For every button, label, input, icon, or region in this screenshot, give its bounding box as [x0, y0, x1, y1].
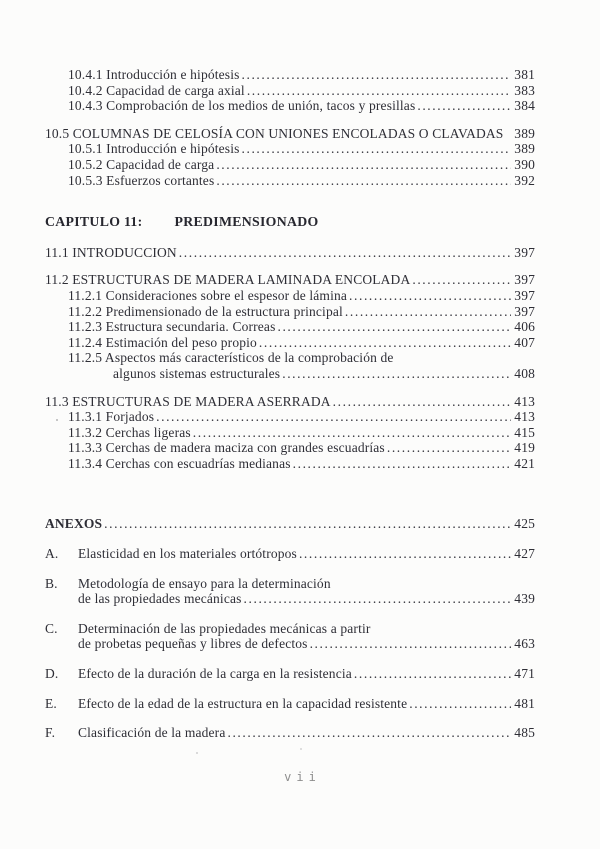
- toc-entry-page: 481: [514, 695, 535, 711]
- toc-entry: [78, 576, 535, 592]
- toc-entry: [45, 335, 535, 351]
- toc-entry-page: 413: [514, 409, 535, 425]
- dot-leader: [216, 173, 511, 189]
- annex-letter: A.: [45, 546, 59, 562]
- dot-leader: [299, 546, 511, 562]
- dot-leader: [310, 636, 512, 652]
- toc-entry-page: 407: [514, 334, 535, 350]
- toc-entry-title: 10.4.1 Introducción e hipótesis: [68, 67, 240, 82]
- annex-entry: [45, 725, 535, 741]
- dot-leader: [193, 425, 512, 441]
- toc-entry-title: 10.4.3 Comprobación de los medios de unión, tacos y presillas: [68, 98, 416, 114]
- toc-entry-title: Efecto de la edad de la estructura en la capacidad resistente: [78, 695, 408, 711]
- toc-entry-title: de probetas pequeñas y libres de defectos: [78, 636, 308, 652]
- page-number-folio: vii: [284, 770, 321, 784]
- dot-leader: [247, 83, 511, 99]
- toc-entry-page: 397: [514, 244, 535, 260]
- toc-entry-page: 389: [514, 141, 535, 157]
- annex-entry-lines: [78, 621, 535, 652]
- scan-speck: [300, 748, 302, 750]
- toc-entry-title: Determinación de las propiedades mecánicas a partir: [78, 620, 371, 636]
- toc-entry: [45, 272, 535, 288]
- annex-entry-lines: [78, 666, 535, 682]
- annex-letter: C.: [45, 620, 58, 636]
- toc-entry-page: 397: [514, 287, 535, 303]
- dot-leader: [244, 591, 512, 607]
- annex-entry: [45, 546, 535, 562]
- toc-entry-title: Efecto de la duración de la carga en la resistencia: [78, 666, 352, 682]
- toc-entry-title: Elasticidad en los materiales ortótropos: [78, 546, 297, 562]
- toc-entry-title: 11.2.3 Estructura secundaria. Correas: [68, 319, 276, 335]
- toc-entry-title: 11.3 ESTRUCTURAS DE MADERA ASERRADA: [45, 393, 331, 409]
- dot-leader: [349, 288, 511, 304]
- toc-entry: [45, 141, 535, 157]
- toc-entry: [45, 394, 535, 410]
- toc-group: [45, 245, 535, 261]
- toc-entry-title: de las propiedades mecánicas: [78, 591, 242, 607]
- toc-entry-title: 10.5.3 Esfuerzos cortantes: [68, 172, 215, 188]
- toc-entry-title: 11.3.4 Cerchas con escuadrías medianas: [68, 455, 291, 471]
- toc-entry-title: Clasificación de la madera: [78, 725, 226, 741]
- toc-entry: [45, 366, 535, 382]
- toc-entry-title: 11.2.5 Aspectos más característicos de la comprobación de: [68, 350, 394, 366]
- toc-entry-title: 11.3.1 Forjados: [68, 409, 155, 425]
- toc-entry-page: 427: [514, 546, 535, 562]
- dot-leader: [354, 666, 511, 682]
- toc-entry: [78, 621, 535, 637]
- annex-list: [45, 546, 535, 741]
- toc-entry-title: Metodología de ensayo para la determinación: [78, 575, 331, 591]
- toc-group: [45, 394, 535, 472]
- toc-entry: [78, 591, 535, 607]
- annex-entry: [45, 576, 535, 607]
- dot-leader: [293, 456, 512, 472]
- toc-entry-title: 10.5.2 Capacidad de carga: [68, 156, 215, 172]
- annex-letter: D.: [45, 666, 59, 682]
- toc-entry-page: 381: [514, 67, 535, 82]
- toc-entry: [45, 288, 535, 304]
- annex-entry: [45, 696, 535, 712]
- toc-entry-title: 10.4.2 Capacidad de carga axial: [68, 82, 245, 98]
- toc-entry-page: 408: [514, 365, 535, 381]
- toc-entry-title: 11.1 INTRODUCCION: [45, 244, 177, 260]
- toc-entry-page: 383: [514, 82, 535, 98]
- dot-leader: [242, 67, 512, 83]
- toc-entry: [45, 516, 535, 532]
- toc-entry: [45, 350, 535, 366]
- toc-entry-title: 11.2.4 Estimación del peso propio: [68, 334, 257, 350]
- toc-entry-page: 389: [514, 125, 535, 141]
- annex-entry: [45, 621, 535, 652]
- toc-entry: [78, 546, 535, 562]
- toc-entry: [45, 98, 535, 114]
- toc-entry: [78, 666, 535, 682]
- toc-entry-page: 415: [514, 424, 535, 440]
- toc-entry-title: 10.5 COLUMNAS DE CELOSÍA CON UNIONES ENCOLADAS O CLAVADAS: [45, 125, 504, 141]
- toc-entry: [78, 696, 535, 712]
- toc-group: [45, 67, 535, 114]
- dot-leader: [227, 725, 511, 741]
- toc-entry-page: 384: [514, 98, 535, 114]
- toc-group: [45, 126, 535, 188]
- dot-leader: [242, 141, 512, 157]
- toc-entry-title: 11.2.1 Consideraciones sobre el espesor de lámina: [68, 287, 348, 303]
- dot-leader: [259, 335, 511, 351]
- dot-leader: [104, 516, 511, 532]
- toc-entry-page: 397: [514, 303, 535, 319]
- dot-leader: [417, 98, 511, 114]
- toc-entry: [45, 425, 535, 441]
- toc-entry-title: 10.5.1 Introducción e hipótesis: [68, 141, 240, 157]
- toc-entry-page: 485: [514, 725, 535, 741]
- toc-entry: [45, 157, 535, 173]
- toc-entry-title: 11.2.2 Predimensionado de la estructura principal: [68, 303, 343, 319]
- dot-leader: [412, 272, 511, 288]
- toc-entry: [45, 173, 535, 189]
- toc-entry-title: ANEXOS: [45, 516, 103, 532]
- toc-entry-page: 471: [514, 666, 535, 682]
- toc-entry-page: 425: [514, 516, 535, 532]
- toc-entry-title: algunos sistemas estructurales: [113, 365, 281, 381]
- annex-entry-lines: [78, 546, 535, 562]
- annex-entry: [45, 666, 535, 682]
- toc-entry: [78, 725, 535, 741]
- toc-entry-page: 390: [514, 156, 535, 172]
- dot-leader: [387, 440, 511, 456]
- annex-letter: B.: [45, 575, 58, 591]
- annex-letter: E.: [45, 695, 57, 711]
- toc-entry-title: 11.3.3 Cerchas de madera maciza con grandes escuadrías: [68, 440, 385, 456]
- toc-entry-page: 406: [514, 319, 535, 335]
- toc-entry: [45, 304, 535, 320]
- toc-entry-page: 439: [514, 591, 535, 607]
- toc-entry: [45, 245, 535, 261]
- dot-leader: [156, 409, 511, 425]
- toc-group: [45, 516, 535, 532]
- chapter-heading: [45, 214, 535, 230]
- dot-leader: [277, 319, 511, 335]
- scan-speck: [196, 752, 198, 754]
- toc-entry-page: 421: [514, 455, 535, 471]
- annex-entry-lines: [78, 725, 535, 741]
- toc-entry: [45, 126, 535, 142]
- toc-group: [45, 272, 535, 381]
- toc-entry-page: 413: [514, 393, 535, 409]
- toc-entry: [45, 67, 535, 83]
- toc-entry-page: 419: [514, 440, 535, 456]
- annex-entry-lines: [78, 696, 535, 712]
- table-of-contents: [45, 67, 535, 741]
- toc-entry-page: 392: [514, 172, 535, 188]
- dot-leader: [333, 394, 512, 410]
- chapter-number-label: CAPITULO 11:: [45, 214, 143, 230]
- toc-entry: [45, 83, 535, 99]
- dot-leader: [345, 304, 511, 320]
- toc-entry: [78, 636, 535, 652]
- toc-entry: [45, 440, 535, 456]
- dot-leader: [216, 157, 511, 173]
- toc-entry-page: 397: [514, 272, 535, 288]
- toc-entry-title: 11.2 ESTRUCTURAS DE MADERA LAMINADA ENCOLADA: [45, 272, 411, 288]
- chapter-title: PREDIMENSIONADO: [174, 214, 319, 230]
- toc-entry: [45, 456, 535, 472]
- annex-letter: F.: [45, 725, 56, 741]
- toc-entry-title: 11.3.2 Cerchas ligeras: [68, 424, 191, 440]
- annex-entry-lines: [78, 576, 535, 607]
- dot-leader: [282, 366, 511, 382]
- toc-entry: [45, 409, 535, 425]
- scan-speck: [56, 419, 58, 421]
- toc-entry: [45, 319, 535, 335]
- dot-leader: [179, 245, 512, 261]
- dot-leader: [409, 696, 511, 712]
- toc-entry-page: 463: [514, 636, 535, 652]
